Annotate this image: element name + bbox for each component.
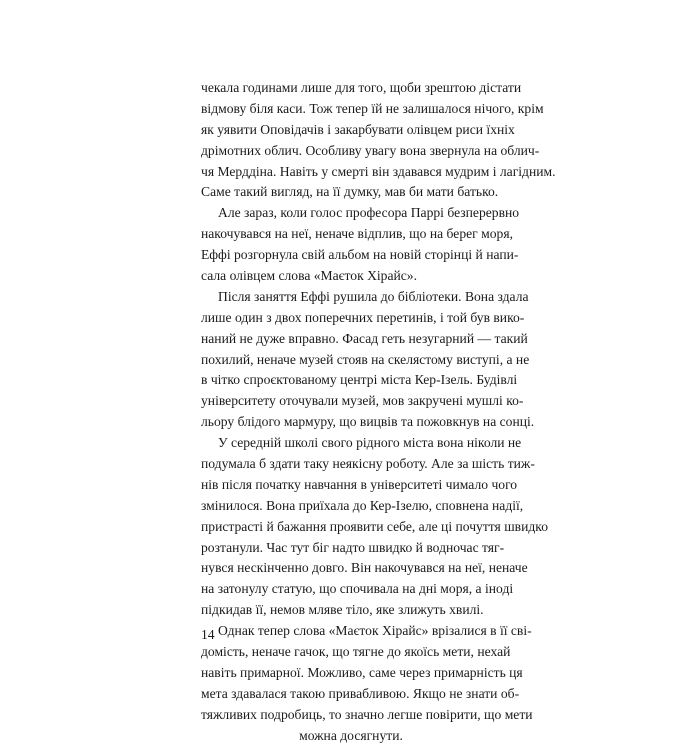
text-line: як уявити Оповідачів і закарбувати олівцем риси їхніх (201, 121, 515, 137)
text-line: наний не дуже вправно. Фасад геть незугарний — такий (201, 330, 528, 346)
text-line: накочувався на неї, неначе відплив, що на берег моря, (201, 226, 513, 242)
text-line: в чітко спроєктованому центрі міста Кер-Ізель. Будівлі (201, 372, 518, 388)
text-line: можна досягнути. (299, 727, 403, 743)
text-line: відмову біля каси. Тож тепер їй не залишалося нічого, крім (201, 100, 544, 116)
text-line: тяжливих подробиць, то значно легше повірити, що мети (201, 706, 533, 722)
page-number: 14 (201, 627, 215, 642)
text-line: навіть примарної. Можливо, саме через примарність ця (201, 664, 523, 680)
text-line: чекала годинами лише для того, щоби зрештою дістати (201, 80, 522, 95)
text-line: пристрасті й бажання проявити себе, але ці почуття швидко (201, 518, 548, 534)
text-line: похилий, неначе музей стояв на скелястому виступі, а не (201, 351, 530, 367)
text-line: домість, неначе гачок, що тягне до якоїсь мети, нехай (201, 644, 511, 660)
text-line: У середній школі свого рідного міста вона ніколи не (218, 435, 522, 451)
text-line: подумала б здати таку неякісну роботу. Але за шість тиж- (201, 456, 535, 472)
text-line: нувся нескінченно довго. Він накочувався на неї, неначе (201, 560, 528, 576)
text-line: чя Мерддіна. Навіть у смерті він здавався мудрим і лагідним. (201, 163, 556, 179)
text-line: Але зараз, коли голос професора Паррі безперервно (218, 205, 520, 221)
text-line: нів після початку навчання в університеті чимало чого (201, 476, 518, 492)
text-line: Однак тепер слова «Маєток Хірайс» врізалися в її сві- (218, 623, 532, 639)
text-line: дрімотних облич. Особливу увагу вона звернула на облич- (201, 142, 540, 158)
text-line: Після заняття Еффі рушила до бібліотеки. Вона здала (218, 288, 529, 304)
text-line: розтанули. Час тут біг надто швидко й водночас тяг- (201, 539, 505, 555)
text-line: Саме такий вигляд, на її думку, мав би мати батько. (201, 184, 499, 200)
text-line: льору блідого мармуру, що вицвів та пожовкнув на сонці. (201, 414, 535, 430)
text-line: мета здавалася такою привабливою. Якщо не знати об- (201, 685, 520, 701)
text-line: підкидав її, немов мляве тіло, яке злижуть хвилі. (201, 602, 484, 618)
text-line: Еффі розгорнула свій альбом на новій сторінці й напи- (201, 247, 519, 263)
text-line: на затонулу статую, що спочивала на дні моря, а іноді (201, 581, 514, 597)
text-line: сала олівцем слова «Маєток Хірайс». (201, 268, 417, 284)
text-line: університету оточували музей, мов закручені мушлі ко- (201, 393, 524, 409)
text-line: змінилося. Вона приїхала до Кер-Ізелю, сповнена надії, (201, 497, 524, 513)
body-text (201, 78, 556, 747)
text-line: лише один з двох поперечних перетинів, і той був вико- (201, 309, 525, 325)
